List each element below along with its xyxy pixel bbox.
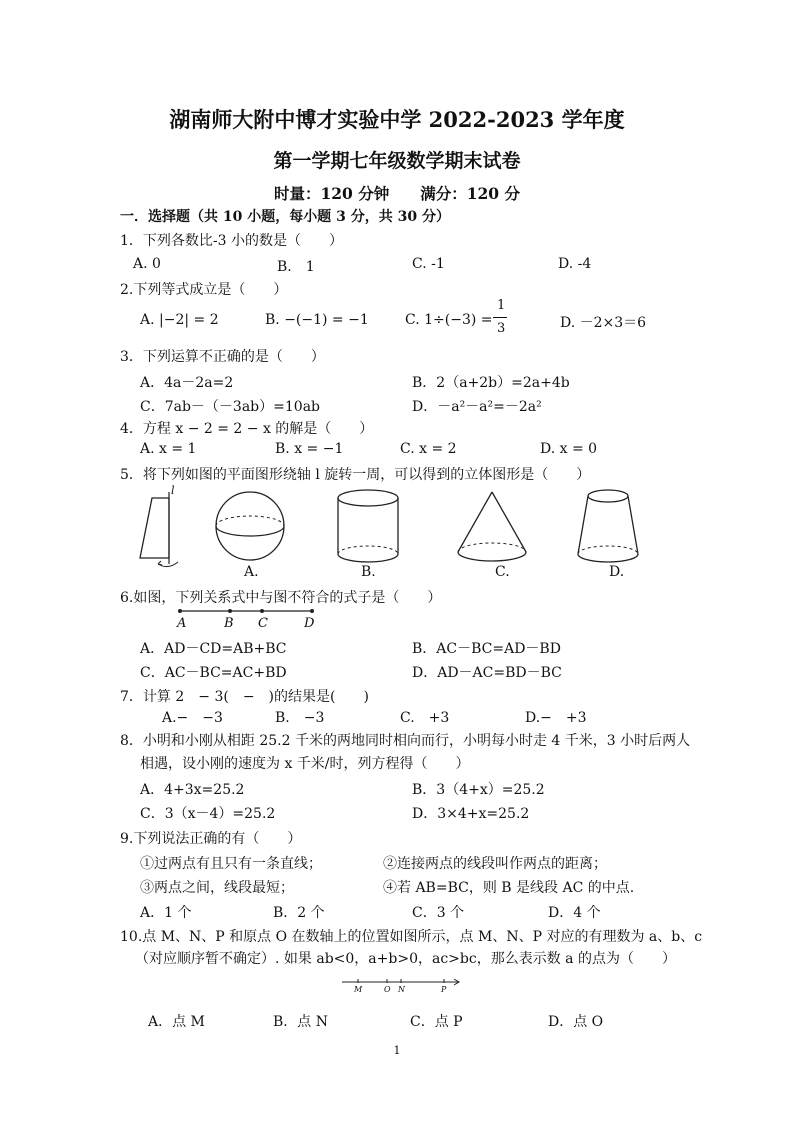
q9-option-c: C．3 个 [412,905,465,921]
q10-option-a: A．点 M [148,1014,205,1030]
q1-option-d: D. -4 [558,256,592,272]
q10-option-b: B．点 N [273,1014,328,1030]
q6-option-a: A．AD－CD=AB+BC [140,641,287,657]
q7-option-b: B. −3 [275,710,325,726]
question-6-stem: 6.如图，下列关系式中与图不符合的式子是（ ） [120,590,442,606]
q7-option-c: C. +3 [400,710,450,726]
q5-plane-figure [132,486,188,570]
q2-option-c: C. 1÷(−3) = [405,312,493,328]
question-7-stem: 7．计算 2 − 3( − )的结果是( ) [120,689,369,705]
q9-option-b: B．2 个 [273,905,325,921]
q9-statement-4: ④若 AB=BC，则 B 是线段 AC 的中点. [383,880,635,896]
q8-option-a: A．4+3x=25.2 [140,782,245,798]
q6-point-c: C [258,616,268,631]
q3-option-a: A．4a－2a=2 [140,375,234,391]
q2-fraction-numerator: 1 [497,298,506,313]
q10-option-d: D．点 O [548,1014,604,1030]
q10-option-c: C．点 P [410,1014,463,1030]
q2-fraction-denominator: 3 [497,321,506,336]
q6-point-b: B [224,616,234,631]
question-2-stem: 2.下列等式成立是（ ） [120,282,288,298]
q10-label-n: N [398,985,405,994]
q5-axis-label: l [171,484,175,497]
q4-option-b: B. x = −1 [275,441,344,457]
question-9-stem: 9.下列说法正确的有（ ） [120,831,302,847]
question-10-stem-line2: （对应顺序暂不确定）. 如果 ab<0，a+b>0，ac>bc，那么表示数 a 的点为（ ） [135,951,676,967]
q9-statement-3: ③两点之间，线段最短； [140,880,294,896]
page-title: 湖南师大附中博才实验中学 2022-2023 学年度 [169,107,625,132]
q2-option-b: B. −(−1) = −1 [265,312,369,328]
cone-figure [452,488,532,568]
q3-option-b: B．2（a+2b）=2a+4b [412,375,570,391]
question-4-stem: 4．方程 x − 2 = 2 − x 的解是（ ） [120,421,374,437]
q6-option-c: C．AC－BC=AC+BD [140,665,287,681]
q9-option-d: D．4 个 [548,905,601,921]
question-5-stem: 5．将下列如图的平面图形绕轴 l 旋转一周，可以得到的立体图形是（ ） [120,467,591,483]
q7-option-d: D.− +3 [525,710,587,726]
frustum-figure [574,488,644,568]
q5-option-c: C. [495,564,510,580]
q1-option-a: A. 0 [133,256,161,272]
q7-option-a: A.− −3 [162,710,223,726]
q6-option-d: D．AD－AC=BD－BC [412,665,562,681]
question-8-stem-line2: 相遇，设小刚的速度为 x 千米/时，列方程得（ ） [140,756,470,772]
question-1-stem: 1．下列各数比-3 小的数是（ ） [120,233,343,249]
q4-option-c: C. x = 2 [400,441,457,457]
q1-option-b: B. 1 [277,259,315,275]
exam-meta: 时量：120 分钟 满分：120 分 [273,184,520,203]
q5-option-a: A. [244,564,259,580]
q2-option-a: A. |−2| = 2 [140,312,219,328]
q6-point-d: D [304,616,315,631]
q10-label-o: O [384,985,391,994]
q9-option-a: A．1 个 [140,905,192,921]
page-subtitle: 第一学期七年级数学期末试卷 [273,150,521,172]
question-8-stem-line1: 8．小明和小刚从相距 25.2 千米的两地同时相向而行，小明每小时走 4 千米，3 小时后两人 [120,733,691,749]
q1-option-c: C. -1 [412,256,445,272]
q8-option-d: D．3×4+x=25.2 [412,806,530,822]
cylinder-figure [334,488,404,568]
q3-option-d: D．－a²－a²=－2a² [412,399,542,415]
question-10-stem-line1: 10.点 M、N、P 和原点 O 在数轴上的位置如图所示，点 M、N、P 对应的有理数为 a、b、c [120,929,703,945]
q9-statement-1: ①过两点有且只有一条直线； [140,856,322,872]
q10-label-p: P [441,985,447,994]
q4-option-a: A. x = 1 [140,441,197,457]
page-number: 1 [393,1044,401,1057]
q5-option-d: D. [609,564,625,580]
sphere-figure [212,488,292,568]
q10-label-m: M [354,985,363,994]
q6-option-b: B．AC－BC=AD－BD [412,641,561,657]
q8-option-b: B．3（4+x）=25.2 [412,782,545,798]
q2-option-d: D. －2×3＝6 [560,315,647,331]
question-3-stem: 3．下列运算不正确的是（ ） [120,349,325,365]
q3-option-c: C．7ab－（－3ab）=10ab [140,399,320,415]
section-heading: 一．选择题（共 10 小题，每小题 3 分，共 30 分） [120,209,450,225]
q8-option-c: C．3（x－4）=25.2 [140,806,276,822]
q2-fraction-bar [493,317,507,318]
q9-statement-2: ②连接两点的线段叫作两点的距离； [383,856,607,872]
q5-option-b: B. [361,564,376,580]
q6-point-a: A [177,616,187,631]
q4-option-d: D. x = 0 [540,441,598,457]
